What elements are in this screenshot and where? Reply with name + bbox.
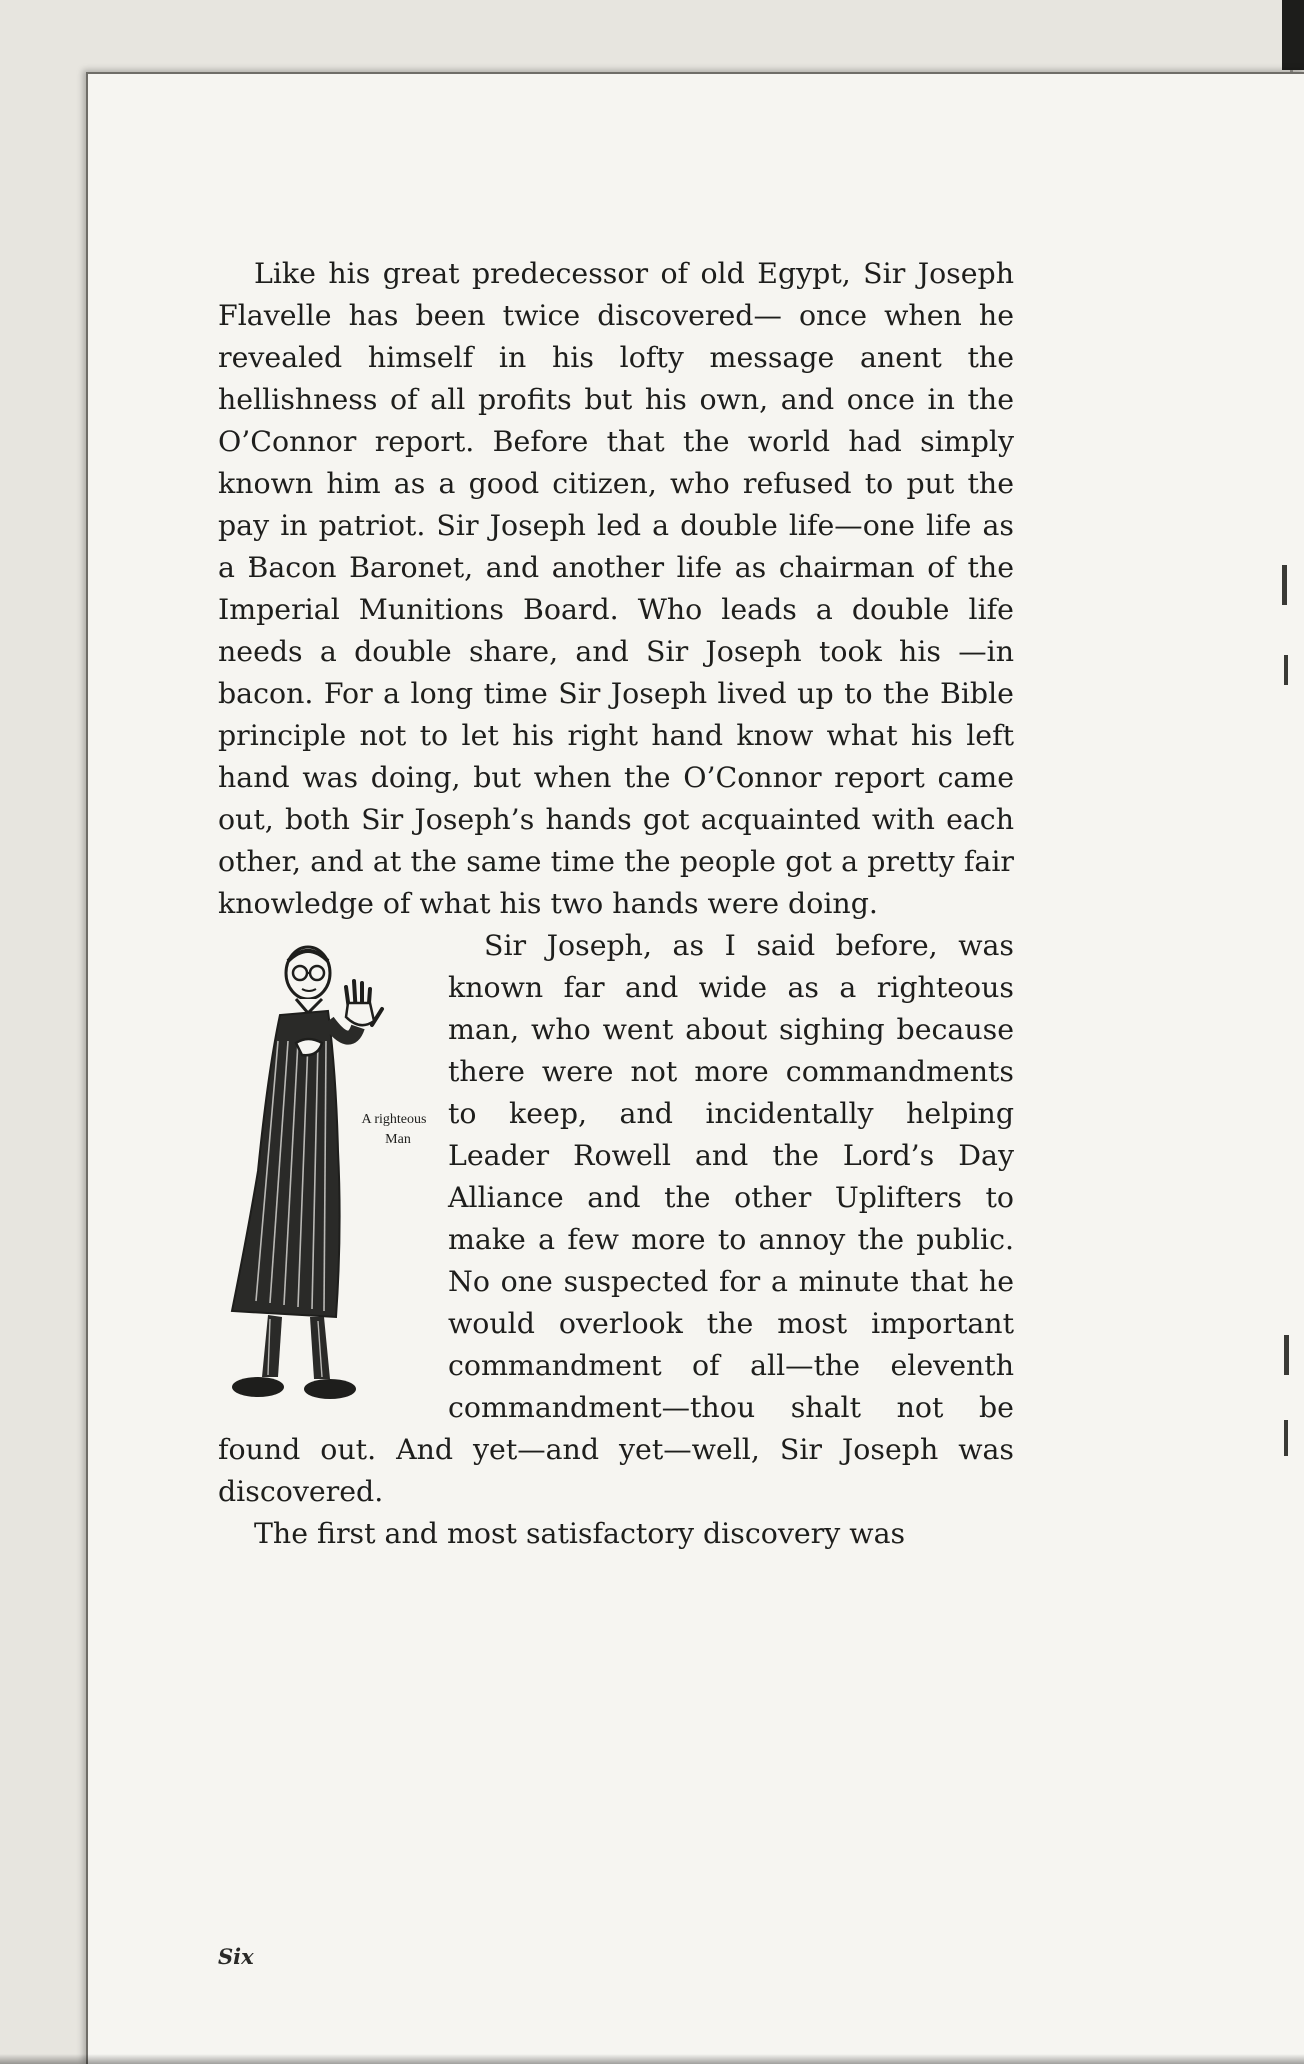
paragraph-2: Sir Joseph, as I said before, was known far and wide as a righteous man, who went about sighing because there were not more commandments to keep, and incidentally helping Leader Rowell and the Lord’s Day Alliance and the other Uplifters to make a few more to annoy the public. No one suspected for a minute that he would overlook the most important commandment of all—the eleventh commandment—thou shalt not be found out. And yet—and yet—well, Sir Joseph was discovered. — [218, 929, 1014, 1508]
bottom-shadow — [0, 2054, 1304, 2064]
paragraph-3: The first and most satisfactory discovery was — [254, 1517, 906, 1550]
illustration-caption-line2: Man — [385, 1132, 411, 1147]
righteous-man-illustration — [218, 931, 440, 1421]
edge-mark — [1284, 1335, 1289, 1375]
edge-mark — [1284, 1420, 1288, 1456]
edge-mark — [1282, 565, 1287, 605]
scan-edge — [1282, 0, 1304, 70]
body-text — [218, 253, 1014, 1555]
edge-mark — [1284, 655, 1288, 685]
illustration-caption-line1: A righteous — [361, 1112, 427, 1127]
page-number: Six — [218, 1944, 254, 1969]
paragraph-1: Like his great predecessor of old Egypt, Sir Joseph Flavelle has been twice discovered— once when he revealed himself in his lofty message anent the hellishness of all profits but his own, and once in the O’Connor report. Before that the world had simply known him as a good citizen, who refused to put the pay in patriot. Sir Joseph led a double life—one life as a Bacon Baronet, and another life as chairman of the Imperial Munitions Board. Who leads a double life needs a double share, and Sir Joseph took his —in bacon. For a long time Sir Joseph lived up to the Bible principle not to let his right hand know what his left hand was doing, but when the O’Connor report came out, both Sir Joseph’s hands got acquainted with each other, and at the same time the people got a pretty fair knowledge of what his two hands were doing. — [218, 257, 1014, 920]
